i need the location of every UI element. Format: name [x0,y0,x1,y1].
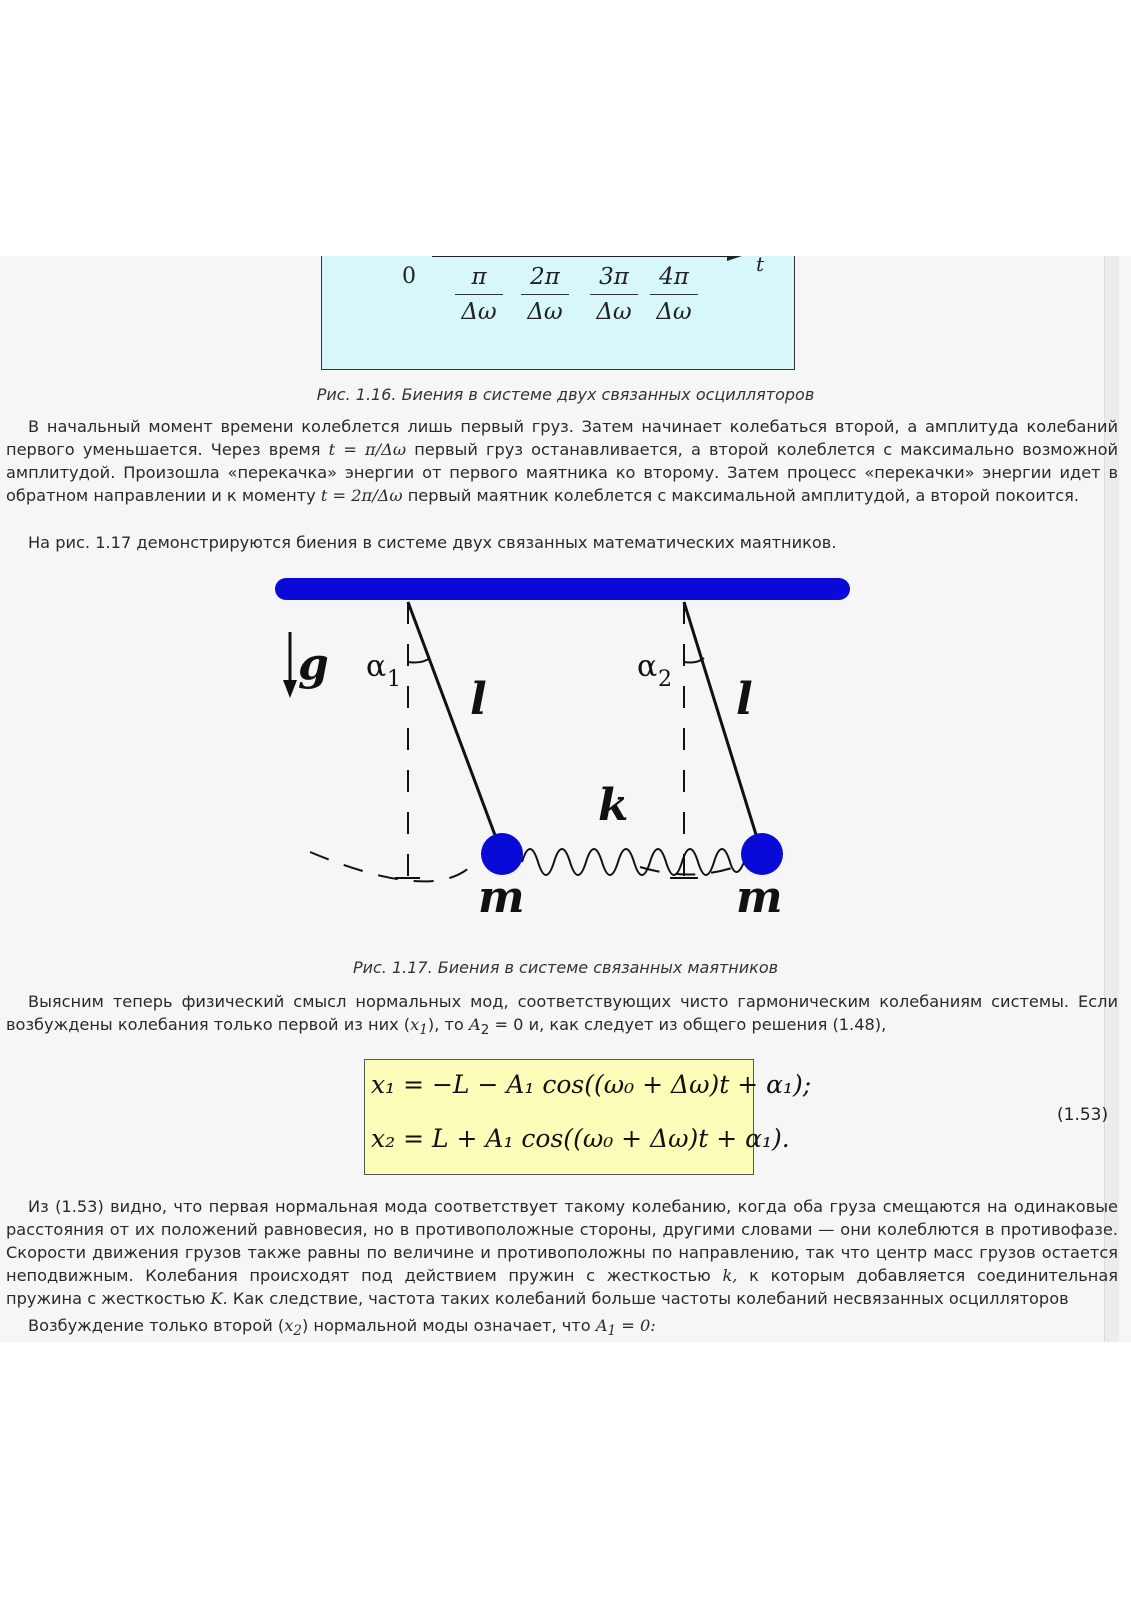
paragraph-2: На рис. 1.17 демонстрируются биения в системе двух связанных математических маятников. [28,533,837,552]
figure-1-16-caption: Рис. 1.16. Биения в системе двух связанных осцилляторов [316,385,815,404]
thread-1 [408,602,502,854]
label-alpha2-sub: 2 [658,667,672,692]
formula-t-2pi: t = 2π/Δω [320,486,403,505]
mass-1 [481,833,523,875]
paragraph-1: В начальный момент времени колеблется лишь первый груз. Затем начинает колебаться второй, а амплитуда колебаний первого уменьшается. Через время t = π/Δω первый груз останавливается, а второй колеблется с максимально возможной амплитудой. Произошла «перекачка» энергии от первого маятника ко второму. Затем процесс «перекачки» энергии идет в обратном направлении и к моменту t = 2π/Δω первый маятник колеблется с максимальной амплитудой, а второй покоится. [6,417,1119,505]
paragraph-3: Выясним теперь физический смысл нормальных мод, соответствующих чисто гармоническим колебаниям системы. Если возбуждены колебания только первой из них $(x_1)$, то $A_2 = 0$ и, как следует из общего решения (1.48), [6,992,1118,1039]
tick-4pi: $\frac{4\pi}{\Delta\omega}$ [650,264,698,325]
tick-pi: $\frac{\pi}{\Delta\omega}$ [455,264,503,325]
tick-3pi: $\frac{3\pi}{\Delta\omega}$ [590,264,638,325]
ceiling-beam [275,578,850,600]
mass-2 [741,833,783,875]
spring [522,849,744,875]
label-k: k [598,780,629,831]
tick-zero: 0 [402,264,416,289]
tick-2pi: $\frac{2\pi}{\Delta\omega}$ [521,264,569,325]
figure-1-17 [270,572,860,947]
label-m1: m [478,872,525,923]
angle-arc-1 [408,658,430,663]
label-alpha1-sub: 1 [387,667,401,692]
paragraph-5: Возбуждение только второй $(x_2)$ нормальной моды означает, что $A_1 = 0$: [28,1316,656,1340]
label-alpha2: α [637,649,658,684]
equation-line-2: x₂ = L + A₁ cos((ω₀ + Δω)t + α₁). [371,1124,790,1153]
paragraph-4: Из (1.53) видно, что первая нормальная мода соответствует такому колебанию, когда оба груза смещаются на одинаковые расстояния от их положений равновесия, но в противоположные стороны, другими словами — они колеблются в противофазе. Скорости движения грузов также равны по величине и противоположны по направлению, так что центр масс грузов остается неподвижным. Колебания происходят под действием пружин с жесткостью k, к которым добавляется соединительная пружина с жесткостью K. Как следствие, частота таких колебаний больше частоты колебаний несвязанных осцилляторов [6,1197,1118,1308]
axis-arrow [727,256,742,261]
label-m2: m [736,872,783,923]
equation-1-53 [364,1059,812,1175]
thread-2 [684,602,762,854]
label-g: g [298,639,329,690]
figure-1-16 [321,252,795,370]
figure-1-17-caption: Рис. 1.17. Биения в системе связанных маятников [352,958,779,977]
swing-arc-1 [310,852,470,881]
label-alpha1: α [366,649,387,684]
formula-t-pi: t = π/Δω [328,440,407,459]
label-l1: l [470,674,487,725]
equation-number: (1.53) [1057,1105,1109,1125]
axis-label-t: t [756,252,765,276]
label-l2: l [736,674,753,725]
swing-arc-2 [640,867,735,875]
equation-line-1: x₁ = −L − A₁ cos((ω₀ + Δω)t + α₁); [371,1070,812,1099]
